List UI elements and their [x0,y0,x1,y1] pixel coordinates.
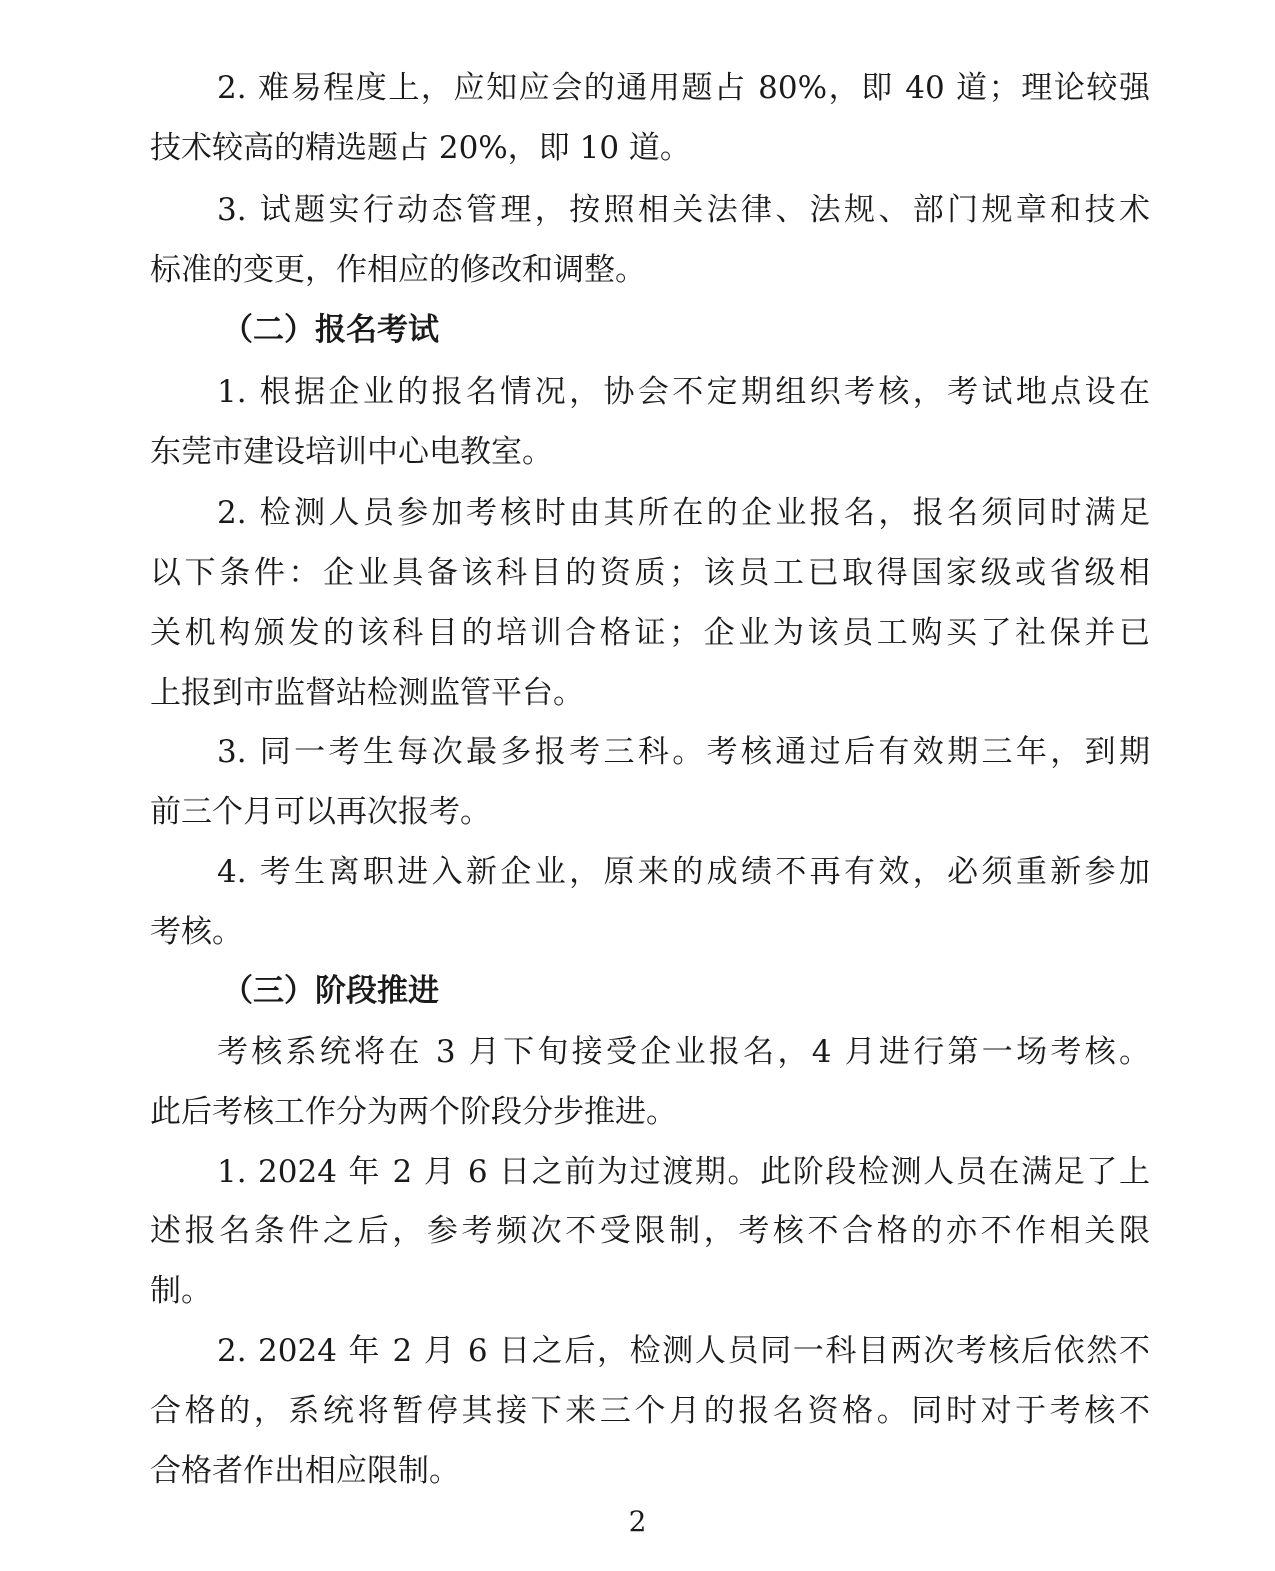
paragraph-line: 以下条件：企业具备该科目的资质；该员工已取得国家级或省级相 [150,555,1150,591]
paragraph-line: 制。 [150,1273,212,1309]
page-number: 2 [628,1505,647,1538]
paragraph-line: 2. 难易程度上，应知应会的通用题占 80%，即 40 道；理论较强 [217,70,1150,106]
paragraph-line: 3. 试题实行动态管理，按照相关法律、法规、部门规章和技术 [217,192,1150,228]
paragraph-line: 上报到市监督站检测监管平台。 [150,675,584,711]
paragraph-line: 关机构颁发的该科目的培训合格证；企业为该员工购买了社保并已 [150,615,1150,651]
paragraph-line: 合格的，系统将暂停其接下来三个月的报名资格。同时对于考核不 [150,1393,1150,1429]
section-heading: （三）阶段推进 [222,973,439,1009]
paragraph-line: 1. 2024 年 2 月 6 日之前为过渡期。此阶段检测人员在满足了上 [217,1154,1150,1190]
paragraph-line: 2. 检测人员参加考核时由其所在的企业报名，报名须同时满足 [217,495,1150,531]
paragraph-line: 考核。 [150,914,243,950]
paragraph-line: 前三个月可以再次报考。 [150,794,491,830]
paragraph-line: 合格者作出相应限制。 [150,1453,460,1489]
paragraph-line: 东莞市建设培训中心电教室。 [150,434,553,470]
paragraph-line: 3. 同一考生每次最多报考三科。考核通过后有效期三年，到期 [217,734,1150,770]
paragraph-line: 1. 根据企业的报名情况，协会不定期组织考核，考试地点设在 [217,374,1150,410]
paragraph-line: 技术较高的精选题占 20%，即 10 道。 [150,130,691,166]
section-heading: （二）报名考试 [222,312,439,348]
paragraph-line: 4. 考生离职进入新企业，原来的成绩不再有效，必须重新参加 [217,854,1150,890]
paragraph-line: 标准的变更，作相应的修改和调整。 [150,252,646,288]
paragraph-line: 述报名条件之后，参考频次不受限制，考核不合格的亦不作相关限 [150,1213,1150,1249]
paragraph-line: 2. 2024 年 2 月 6 日之后，检测人员同一科目两次考核后依然不 [217,1333,1150,1369]
paragraph-line: 考核系统将在 3 月下旬接受企业报名，4 月进行第一场考核。 [217,1034,1150,1070]
paragraph-line: 此后考核工作分为两个阶段分步推进。 [150,1094,677,1130]
